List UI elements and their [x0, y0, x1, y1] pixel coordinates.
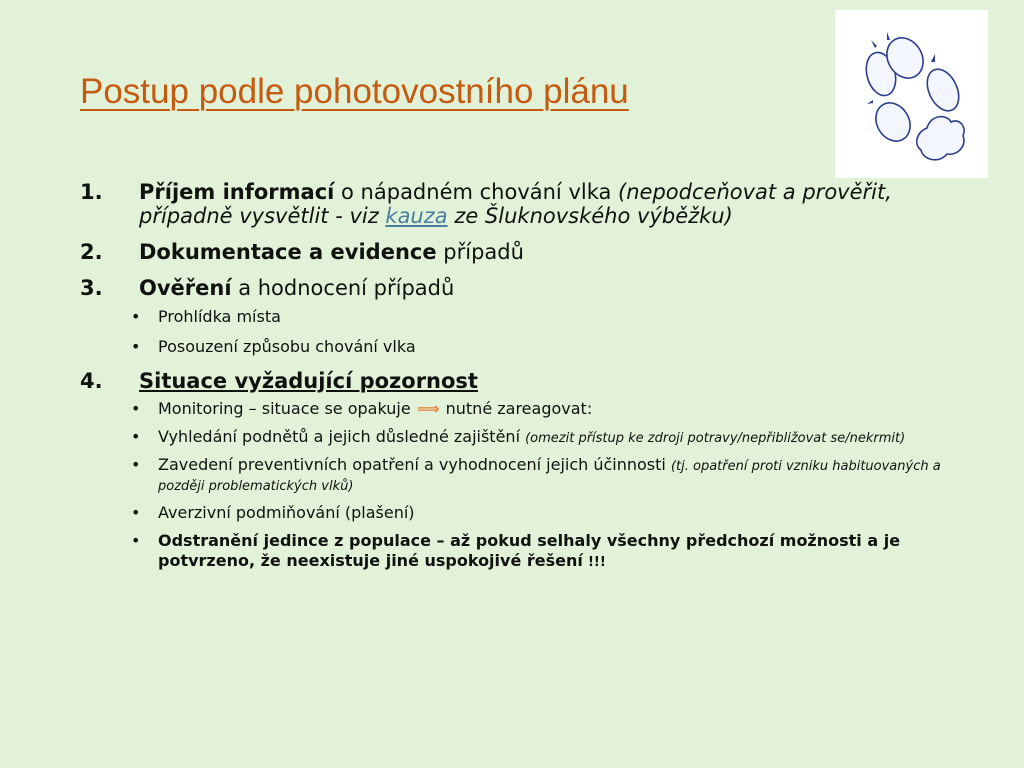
odstraneni-text: Odstranění jedince z populace – až pokud selhaly všechny předchozí možnosti a je potvrzeno, že neexistuje jiné uspokojivé řešení — [158, 531, 901, 571]
bullet: • — [131, 398, 141, 418]
item-number: 3. — [80, 276, 103, 301]
heel-pad — [917, 117, 964, 160]
item-text — [139, 180, 960, 228]
item-plain: a hodnocení případů — [231, 276, 455, 301]
vyhledani-note: (omezit přístup ke zdroji potravy/nepřibližovat se/nekrmit) — [525, 430, 906, 446]
exclamation-mark: !!! — [587, 555, 606, 571]
list-item-1 — [80, 180, 960, 228]
list-item-4 — [80, 369, 960, 393]
sub-item — [127, 455, 960, 496]
item-plain: případů — [436, 240, 524, 265]
sub-list-3 — [127, 307, 960, 357]
bullet: • — [131, 503, 141, 523]
sub-item — [127, 399, 960, 419]
sub-text: Averzivní podmiňování (plašení) — [158, 503, 415, 523]
bullet: • — [131, 426, 141, 446]
sub-list-4 — [127, 399, 960, 572]
item-text — [139, 369, 960, 393]
claw-mark — [867, 100, 873, 104]
bullet: • — [131, 531, 141, 551]
sub-item — [127, 427, 960, 447]
item-bold: Ověření — [139, 276, 232, 301]
item-bold: Příjem informací — [139, 180, 335, 204]
claw-mark — [871, 40, 877, 48]
item-text — [139, 240, 960, 264]
bullet: • — [131, 306, 141, 326]
bullet: • — [131, 454, 141, 474]
item-number: 1. — [80, 180, 103, 204]
item-number: 2. — [80, 240, 103, 265]
sub-text — [158, 399, 960, 419]
sub-text — [158, 455, 960, 496]
sub-text: Posouzení způsobu chování vlka — [158, 336, 416, 356]
toe-pad-right — [921, 64, 965, 116]
item-italic-post: ze Šluknovského výběžku) — [447, 204, 733, 229]
list-item-3 — [80, 276, 960, 300]
bullet: • — [131, 336, 141, 356]
item-bold: Situace vyžadující pozornost — [139, 368, 478, 393]
list-item-2 — [80, 240, 960, 264]
item-italic-pre: (nepodceňovat a prověřit, případně vysvětlit - viz — [139, 180, 892, 229]
sub-item — [127, 531, 960, 571]
wolf-pawprint-image — [835, 10, 988, 178]
sub-item — [127, 503, 960, 523]
zavedeni-note: (tj. opatření proti vzniku habituovaných a později problematických vlků) — [158, 458, 941, 495]
item-bold: Dokumentace a evidence — [139, 240, 437, 265]
item-text — [139, 276, 960, 300]
sub-text: Prohlídka místa — [158, 306, 281, 326]
kauza-link[interactable]: kauza — [385, 204, 448, 229]
arrow-right-icon: ⟹ — [416, 398, 440, 418]
sub-text — [158, 427, 960, 447]
toe-pad-left-bottom — [869, 97, 917, 148]
claw-mark — [887, 32, 890, 40]
wolf-pawprint-icon — [835, 10, 988, 178]
zavedeni-text: Zavedení preventivních opatření a vyhodnocení jejich účinnosti — [158, 454, 671, 474]
sub-item — [127, 307, 960, 327]
vyhledani-text: Vyhledání podnětů a jejich důsledné zajištění — [158, 426, 526, 446]
content-area — [80, 180, 960, 572]
slide-title: Postup podle pohotovostního plánu — [80, 72, 629, 111]
monitoring-result: nutné zareagovat: — [445, 398, 593, 418]
sub-text — [158, 531, 960, 571]
item-number: 4. — [80, 368, 103, 393]
monitoring-text: Monitoring – situace se opakuje — [158, 398, 411, 418]
claw-mark — [931, 54, 935, 62]
item-plain: o nápadném chování vlka — [334, 180, 619, 204]
sub-item — [127, 337, 960, 357]
